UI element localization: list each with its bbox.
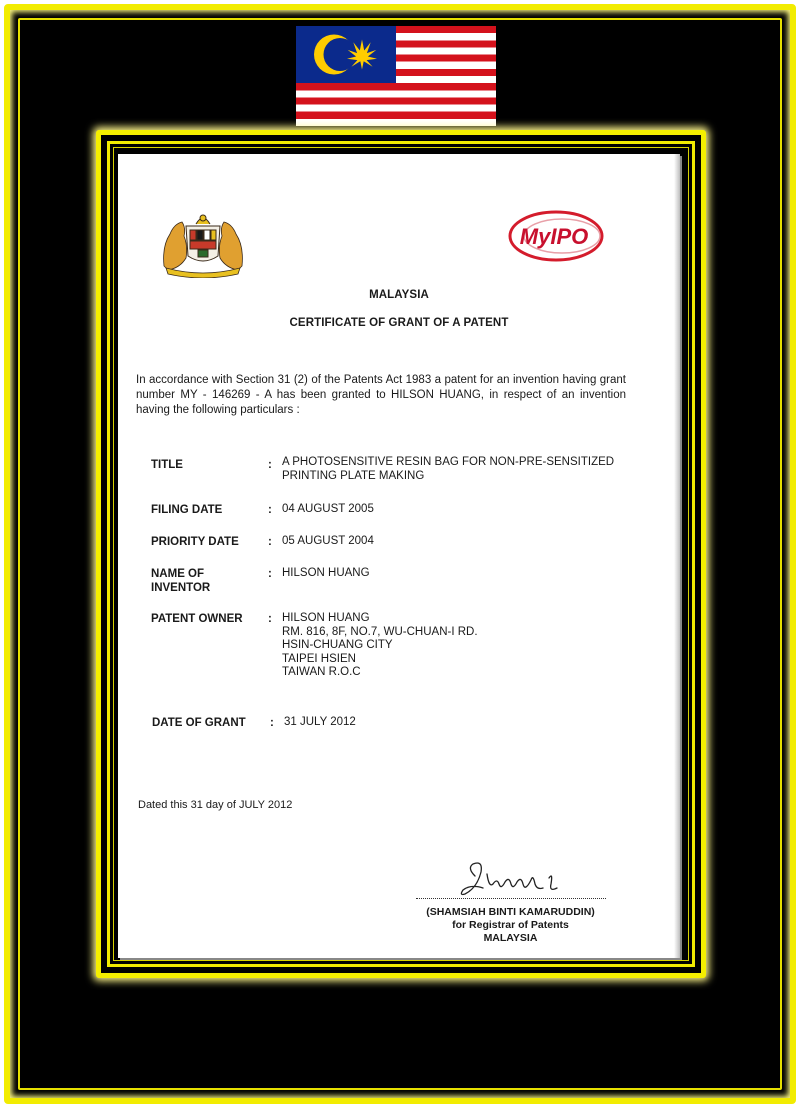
crescent-star-icon xyxy=(296,26,396,83)
field-label-priority-date: PRIORITY DATE xyxy=(151,536,239,548)
field-colon: : xyxy=(268,613,272,625)
field-value-line: 04 AUGUST 2005 xyxy=(282,503,374,515)
paper-edge xyxy=(674,154,680,958)
certificate-document xyxy=(118,154,680,958)
field-colon: : xyxy=(268,459,272,471)
field-value-patent-owner xyxy=(282,612,642,680)
dated-month-year: JULY 2012 xyxy=(238,799,293,811)
field-label-patent-owner: PATENT OWNER xyxy=(151,613,243,625)
field-value-inventor xyxy=(282,567,642,581)
field-colon: : xyxy=(270,717,274,729)
field-colon: : xyxy=(268,504,272,516)
certificate-title: CERTIFICATE OF GRANT OF A PATENT xyxy=(289,317,509,329)
dated-day: 31 xyxy=(190,799,203,811)
field-value-filing-date xyxy=(282,503,642,517)
field-value-line: RM. 816, 8F, NO.7, WU-CHUAN-I RD. xyxy=(282,625,478,638)
field-label-inventor xyxy=(151,567,261,595)
signature-icon xyxy=(453,854,583,904)
field-colon: : xyxy=(268,536,272,548)
intro-paragraph: In accordance with Section 31 (2) of the Patents Act 1983 a patent for an invention having grant number MY - 146269 - A has been granted to HILSON HUANG, in respect of an invention having the following particulars : xyxy=(136,374,626,416)
signatory-country: MALAYSIA xyxy=(483,932,538,944)
field-value-date-of-grant xyxy=(284,716,644,730)
field-value-line: PRINTING PLATE MAKING xyxy=(282,469,425,482)
field-label-line: INVENTOR xyxy=(151,582,211,594)
field-value-line: 31 JULY 2012 xyxy=(284,716,356,728)
field-label-line: NAME OF xyxy=(151,568,205,580)
myipo-logo xyxy=(504,206,614,268)
field-value-line: TAIPEI HSIEN xyxy=(282,652,356,665)
field-value-line: HILSON HUANG xyxy=(282,612,370,624)
field-value-line: TAIWAN R.O.C xyxy=(282,666,361,678)
flag-canton xyxy=(296,26,396,83)
country-heading: MALAYSIA xyxy=(369,289,429,301)
malaysia-flag-icon xyxy=(296,26,496,126)
signatory-name: (SHAMSIAH BINTI KAMARUDDIN) xyxy=(426,906,595,918)
dated-mid: day of xyxy=(205,799,236,811)
field-value-line: HILSON HUANG xyxy=(282,567,370,579)
signature-line xyxy=(416,898,606,900)
field-value-line: A PHOTOSENSITIVE RESIN BAG FOR NON-PRE-SENSITIZED xyxy=(282,456,615,468)
field-value-priority-date xyxy=(282,535,642,549)
field-colon: : xyxy=(268,568,272,580)
field-label-filing-date: FILING DATE xyxy=(151,504,223,516)
coat-of-arms-icon xyxy=(158,206,248,278)
myipo-logo-text: MyIPO xyxy=(519,224,589,249)
dated-line xyxy=(138,799,292,811)
field-label-title: TITLE xyxy=(151,459,183,471)
field-value-line: 05 AUGUST 2004 xyxy=(282,535,374,547)
field-label-date-of-grant: DATE OF GRANT xyxy=(152,717,246,729)
dated-prefix: Dated this xyxy=(138,799,188,811)
field-value-line: HSIN-CHUANG CITY xyxy=(282,639,393,651)
field-value-title xyxy=(282,456,642,483)
signatory-role: for Registrar of Patents xyxy=(452,919,569,931)
